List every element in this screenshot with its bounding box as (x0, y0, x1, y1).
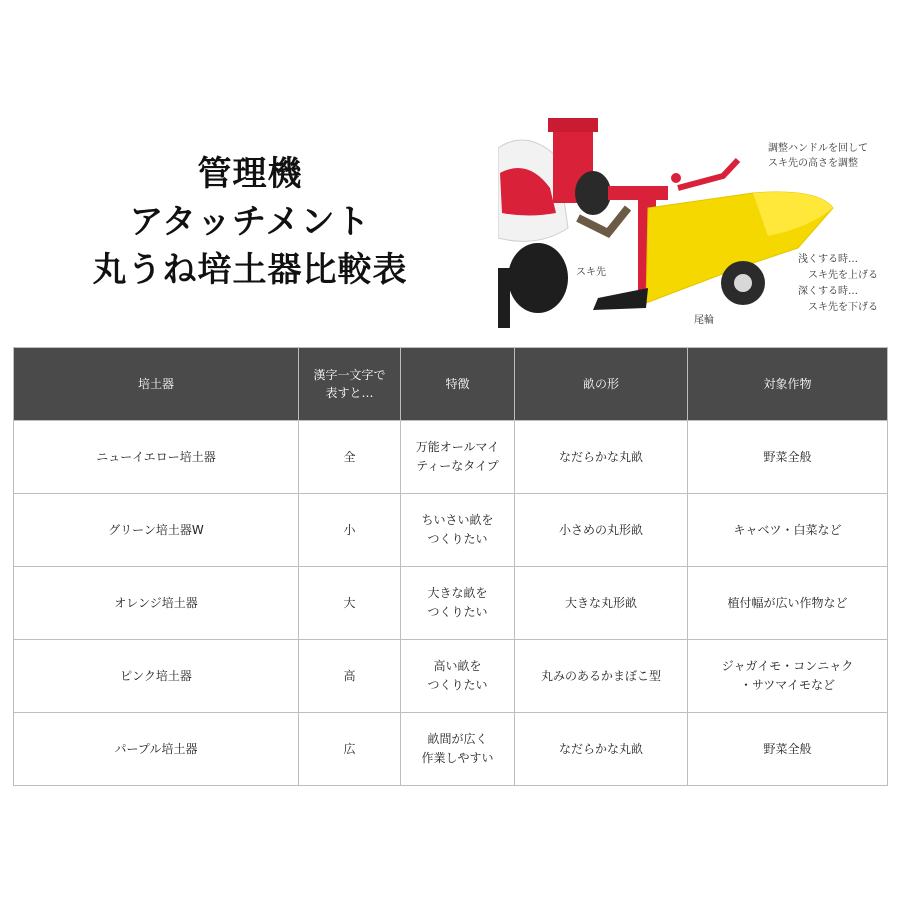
row-kanji: 広 (299, 713, 401, 786)
row-shape: 大きな丸形畝 (515, 567, 688, 640)
row-kanji: 全 (299, 421, 401, 494)
row-feature (401, 494, 515, 567)
comparison-table (13, 347, 888, 786)
feature-line-1: 畝間が広く (427, 732, 488, 746)
header-target-crops: 対象作物 (688, 348, 888, 421)
table-row (14, 640, 888, 713)
row-kanji: 小 (299, 494, 401, 567)
crops-line-1: 野菜全般 (763, 449, 812, 464)
row-crops (688, 567, 888, 640)
row-kanji: 高 (299, 640, 401, 713)
row-name: パープル培土器 (14, 713, 299, 786)
header-ridge-shape: 畝の形 (515, 348, 688, 421)
row-name: ピンク培土器 (14, 640, 299, 713)
table-header-row (14, 348, 888, 421)
table-row (14, 567, 888, 640)
callout-deep-2: スキ先を下げる (808, 302, 878, 313)
crops-line-1: キャベツ・白菜など (733, 522, 842, 537)
product-photo (498, 118, 888, 330)
hitch-bar (608, 186, 668, 200)
tine-rotor (508, 243, 568, 313)
row-kanji: 大 (299, 567, 401, 640)
adjust-handle (678, 160, 738, 188)
callout-handle-2: スキ先の高さを調整 (768, 158, 858, 169)
crops-line-1: ジャガイモ・コンニャク (721, 659, 854, 673)
tine-left (498, 268, 510, 328)
tail-wheel-hub (734, 274, 752, 292)
crops-line-1: 野菜全般 (763, 741, 812, 756)
row-shape: 丸みのあるかまぼこ型 (515, 640, 688, 713)
feature-line-2: つくりたい (427, 605, 488, 619)
row-crops (688, 713, 888, 786)
header-name: 培土器 (14, 348, 299, 421)
feature-line-1: 高い畝を (433, 659, 482, 673)
feature-line-2: つくりたい (427, 532, 488, 546)
row-name: オレンジ培土器 (14, 567, 299, 640)
header-kanji (299, 348, 401, 421)
row-crops (688, 421, 888, 494)
page-title (70, 150, 430, 294)
title-line-1: 管理機 (197, 154, 303, 194)
title-line-2: アタッチメント (129, 202, 371, 242)
header-kanji-line-1: 漢字一文字で (313, 368, 386, 382)
row-name: グリーン培土器W (14, 494, 299, 567)
callout-shallow-2: スキ先を上げる (808, 270, 878, 281)
callout-shallow-1: 浅くする時… (798, 254, 858, 265)
callout-tail-wheel: 尾輪 (694, 315, 714, 326)
row-crops (688, 494, 888, 567)
callout-handle-1: 調整ハンドルを回して (768, 143, 868, 154)
share-tip (593, 288, 648, 310)
feature-line-1: 万能オールマイ (415, 440, 500, 454)
table-row (14, 421, 888, 494)
row-feature (401, 421, 515, 494)
feature-line-2: つくりたい (427, 678, 488, 692)
callout-tip: スキ先 (576, 267, 606, 278)
crops-line-1: 植付幅が広い作物など (727, 595, 848, 610)
row-shape: なだらかな丸畝 (515, 713, 688, 786)
row-crops (688, 640, 888, 713)
table-row (14, 713, 888, 786)
feature-line-2: 作業しやすい (421, 751, 494, 765)
feature-line-1: ちいさい畝を (421, 513, 494, 527)
handle-knob (671, 173, 681, 183)
red-column-top (548, 118, 598, 132)
table-row (14, 494, 888, 567)
row-feature (401, 640, 515, 713)
row-feature (401, 567, 515, 640)
header-feature: 特徴 (401, 348, 515, 421)
feature-line-2: ティーなタイプ (416, 459, 499, 473)
callout-deep-1: 深くする時… (798, 286, 858, 297)
row-feature (401, 713, 515, 786)
header-kanji-line-2: 表すと… (325, 386, 374, 400)
crops-line-2: ・サツマイモなど (739, 678, 836, 692)
title-line-3: 丸うね培土器比較表 (92, 250, 408, 290)
feature-line-1: 大きな畝を (427, 586, 488, 600)
row-name: ニューイエロー培土器 (14, 421, 299, 494)
exhaust-pipe (575, 171, 611, 215)
row-shape: なだらかな丸畝 (515, 421, 688, 494)
row-shape: 小さめの丸形畝 (515, 494, 688, 567)
